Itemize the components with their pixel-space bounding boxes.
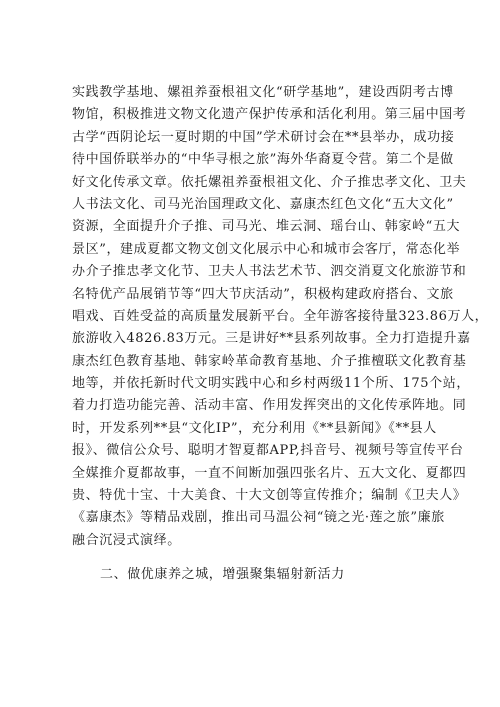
paragraph-line-14: 地等，并依托新时代文明实践中心和乡村两级11个所、175个站， (72, 376, 470, 392)
paragraph-line-9: 办介子推忠孝文化节、卫夫人书法艺术节、泗交消夏文化旅游节和 (72, 264, 467, 280)
section-heading: 二、做优康养之城，增强聚集辐射新活力 (100, 567, 345, 583)
paragraph-line-20: 《嘉康杰》等精品戏剧，推出司马温公祠“镜之光·莲之旅”廉旅 (72, 510, 445, 526)
paragraph-line-8: 景区”，建成夏都文物文创文化展示中心和城市会客厅，常态化举 (72, 241, 461, 257)
paragraph-line-10: 名特优产品展销节等“四大节庆活动”，积极构建政府搭台、文旅 (72, 286, 454, 302)
paragraph-line-4: 待中国侨联举办的“中华寻根之旅”海外华裔夏令营。第二个是做 (72, 152, 454, 168)
paragraph-line-12: 旅游收入4826.83万元。三是讲好**县系列故事。全力打造提升嘉 (72, 331, 471, 347)
paragraph-line-17: 报》、微信公众号、聪明才智夏都APP,抖音号、视频号等宣传平台 (72, 443, 464, 459)
paragraph-line-7: 资源，全面提升介子推、司马光、堆云洞、瑶台山、韩家岭“五大 (72, 219, 461, 235)
paragraph-line-1: 实践教学基地、嫘祖养蚕根祖文化“研学基地”，建设西阴考古博 (72, 85, 454, 100)
paragraph-line-3: 古学“西阴论坛一夏时期的中国”学术研讨会在**县举办，成功接 (72, 129, 455, 145)
paragraph-line-19: 贵、特优十宝、十大美食、十大文创等宣传推介；编制《卫夫人》 (72, 488, 467, 504)
paragraph-line-2: 物馆，积极推进文物文化遗产保护传承和活化利用。第三届中国考 (72, 107, 467, 123)
paragraph-line-5: 好文化传承文章。依托嫘祖养蚕根祖文化、介子推忠孝文化、卫夫 (72, 174, 467, 190)
body-text (72, 82, 489, 587)
paragraph-line-6: 人书法文化、司马光治国理政文化、嘉康杰红色文化“五大文化” (72, 196, 454, 212)
paragraph-line-16: 时，开发系列**县“文化IP”，充分利用《**县新闻》《**县人 (72, 420, 437, 436)
paragraph-line-15: 着力打造功能完善、活动丰富、作用发挥突出的文化传承阵地。同 (72, 398, 467, 414)
paragraph-line-21: 融合沉浸式演绎。 (72, 532, 181, 548)
paragraph-line-18: 全媒推介夏都故事，一直不间断加强四张名片、五大文化、夏都四 (72, 465, 467, 481)
paragraph-line-13: 康杰红色教育基地、韩家岭革命教育基地、介子推檀联文化教育基 (72, 353, 467, 369)
paragraph-line-11: 唱戏、百姓受益的高质量发展新平台。全年游客接待量323.86万人， (72, 308, 489, 324)
